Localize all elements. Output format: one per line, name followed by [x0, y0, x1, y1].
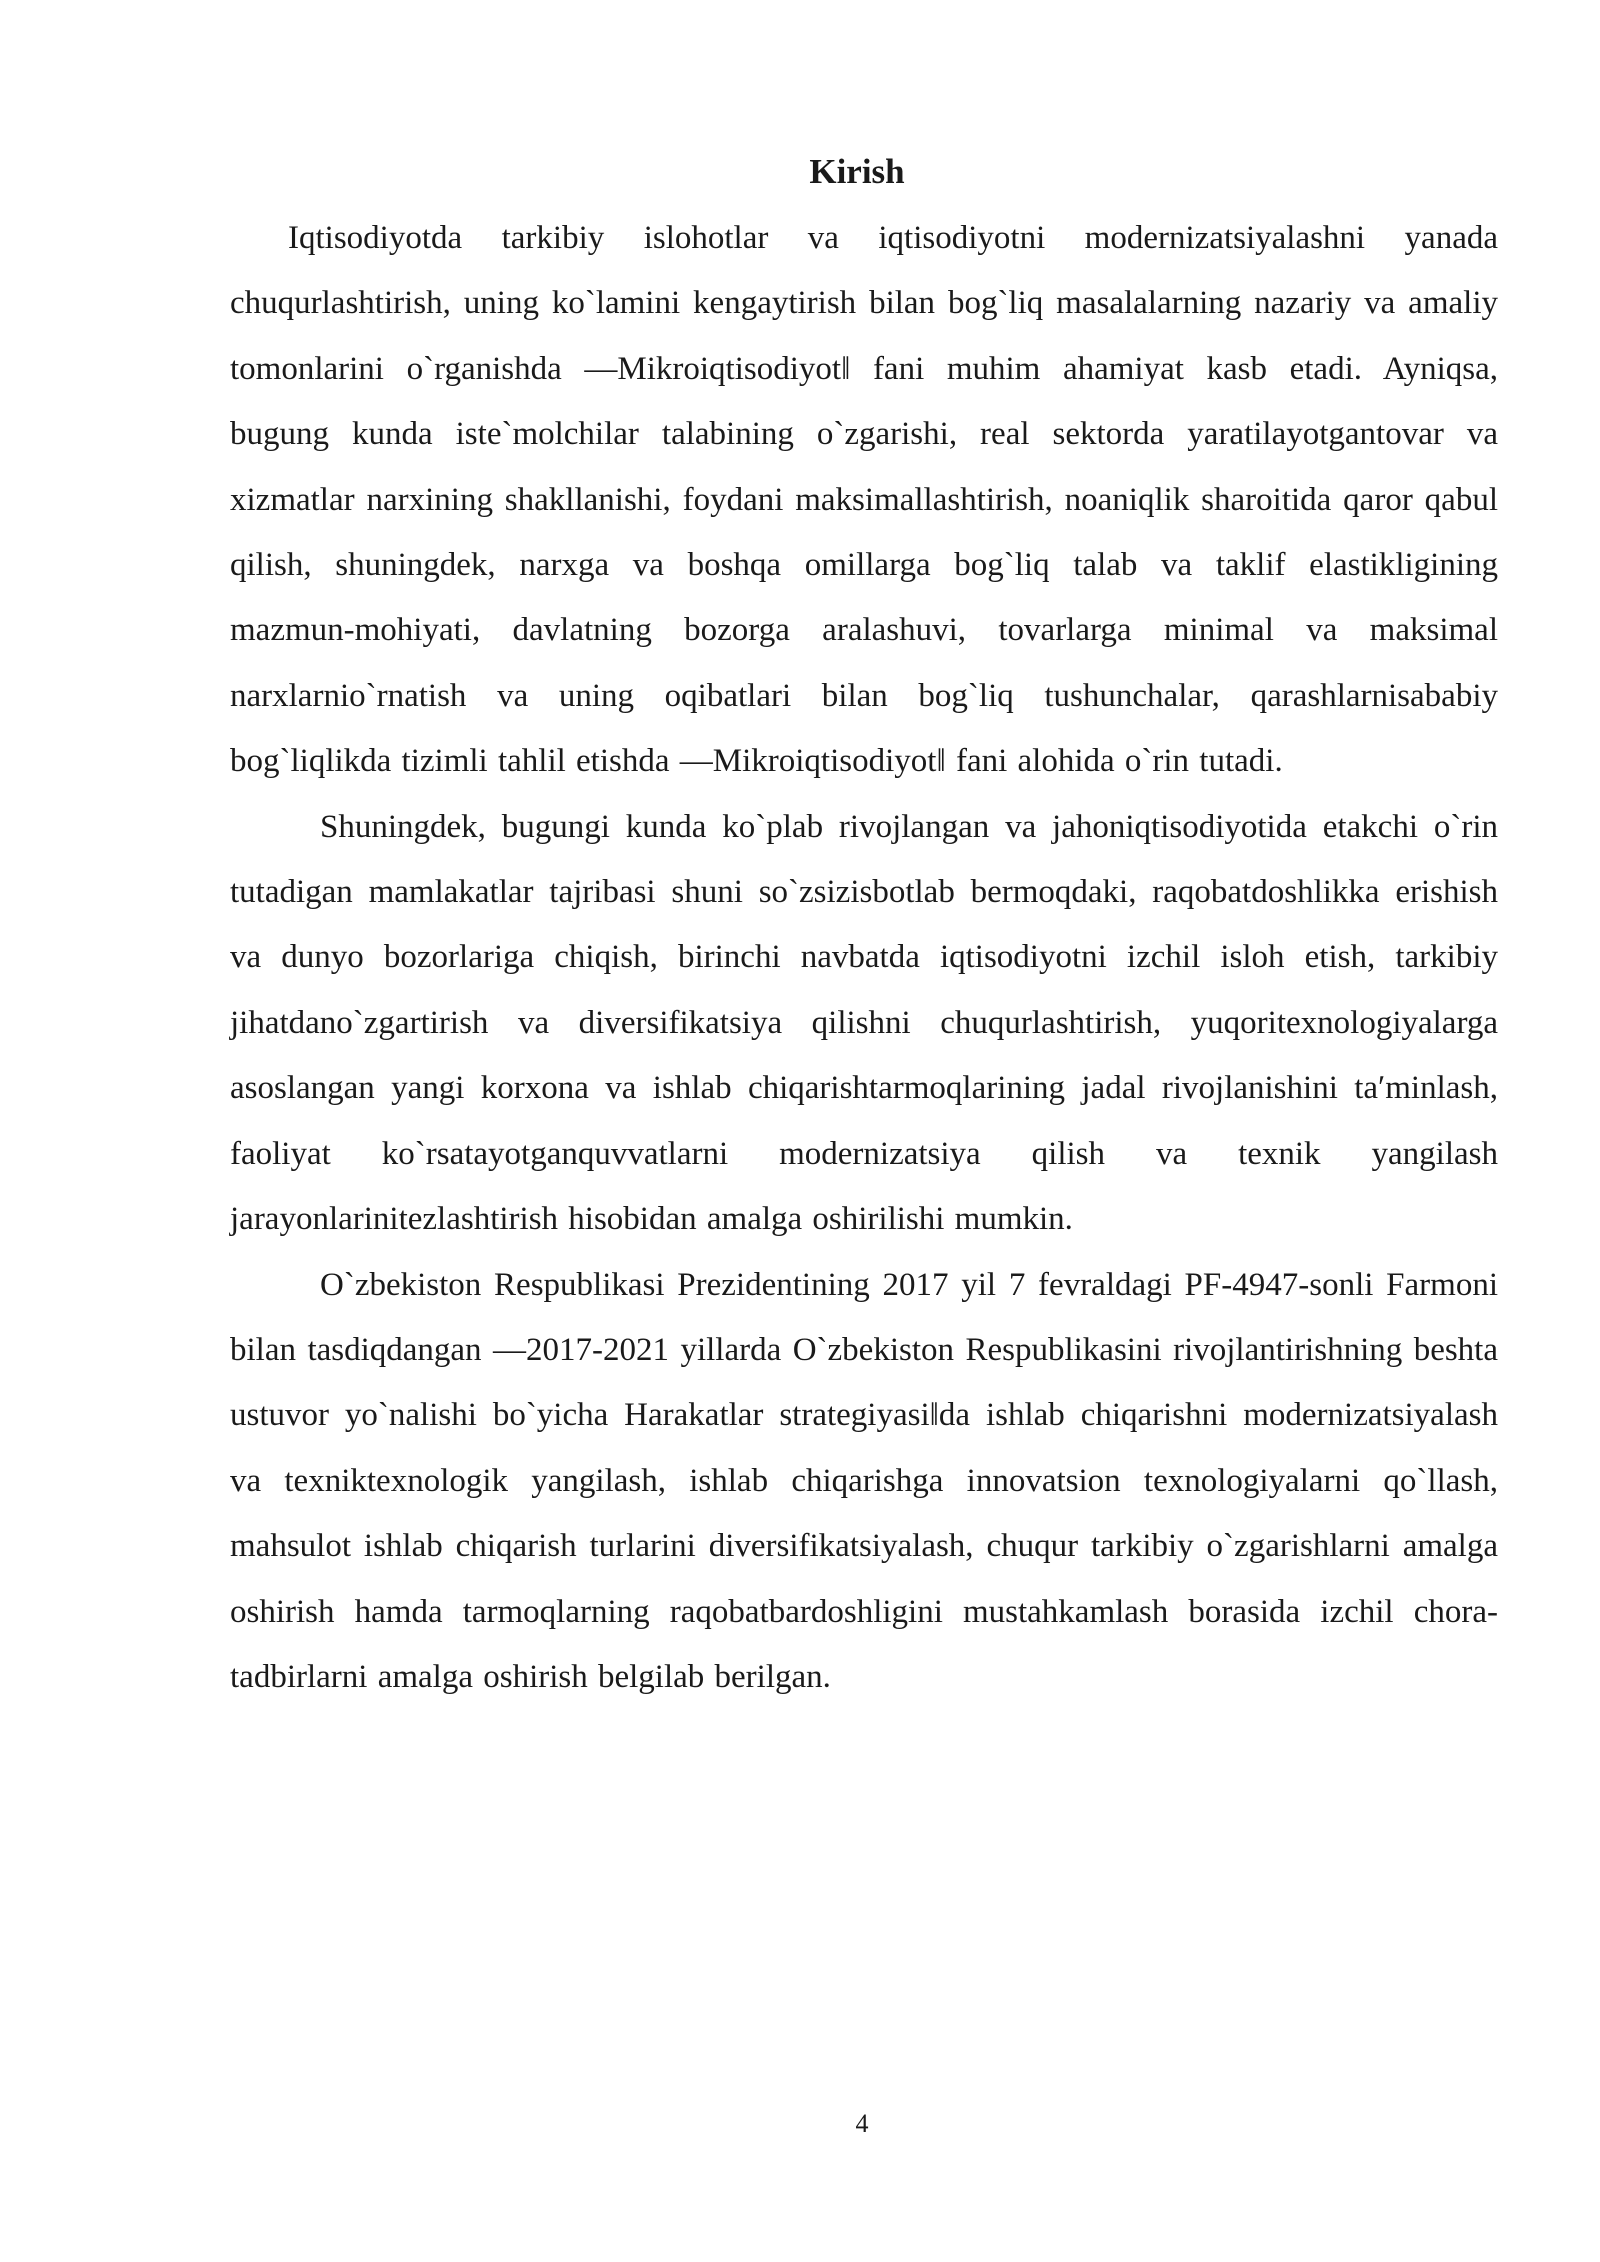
paragraph-intro: Iqtisodiyotda tarkibiy islohotlar va iqtisodiyotni modernizatsiyalashni yanada chuqurlashtirish, uning ko`lamini kengaytirish bilan bog`liq masalalarning nazariy va amaliy tomonlarini o`rganishda ―Mikroiqtisodiyot‖ fani muhim ahamiyat kasb etadi. Ayniqsa, bugung kunda iste`molchilar talabining o`zgarishi, real sektorda yaratilayotgantovar va xizmatlar narxining shakllanishi, foydani maksimallashtirish, noaniqlik sharoitida qaror qabul qilish, shuningdek, narxga va boshqa omillarga bog`liq talab va taklif elastikligining mazmun-mohiyati, davlatning bozorga aralashuvi, tovarlarga minimal va maksimal narxlarnio`rnatish va uning oqibatlari bilan bog`liq tushunchalar, qarashlarnisababiy bog`liqlikda tizimli tahlil etishda ―Mikroiqtisodiyot‖ fani alohida o`rin tutadi. [230, 220, 1498, 780]
document-body [230, 206, 1498, 1710]
paragraph-third: O`zbekiston Respublikasi Prezidentining 2017 yil 7 fevraldagi PF-4947-sonli Farmoni bilan tasdiqdangan ―2017-2021 yillarda O`zbekiston Respublikasini rivojlantirishning beshta ustuvor yo`nalishi bo`yicha Harakatlar strategiyasi‖da ishlab chiqarishni modernizatsiyalash va texniktexnologik yangilash, ishlab chiqarishga innovatsion texnologiyalarni qo`llash, mahsulot ishlab chiqarish turlarini diversifikatsiyalash, chuqur tarkibiy o`zgarishlarni amalga oshirish hamda tarmoqlarning raqobatbardoshligini mustahkamlash borasida izchil chora-tadbirlarni amalga oshirish belgilab berilgan. [230, 1266, 1498, 1695]
paragraph-second: Shuningdek, bugungi kunda ko`plab rivojlangan va jahoniqtisodiyotida etakchi o`rin tutadigan mamlakatlar tajribasi shuni so`zsizisbotlab bermoqdaki, raqobatdoshlikka erishish va dunyo bozorlariga chiqish, birinchi navbatda iqtisodiyotni izchil isloh etish, tarkibiy jihatdano`zgartirish va diversifikatsiya qilishni chuqurlashtirish, yuqoritexnologiyalarga asoslangan yangi korxona va ishlab chiqarishtarmoqlarining jadal rivojlanishini taʹminlash, faoliyat ko`rsatayotganquvvatlarni modernizatsiya qilish va texnik yangilash jarayonlarinitezlashtirish hisobidan amalga oshirilishi mumkin. [230, 808, 1498, 1238]
page-number: 4 [855, 2109, 869, 2138]
document-title: Kirish [809, 152, 905, 191]
